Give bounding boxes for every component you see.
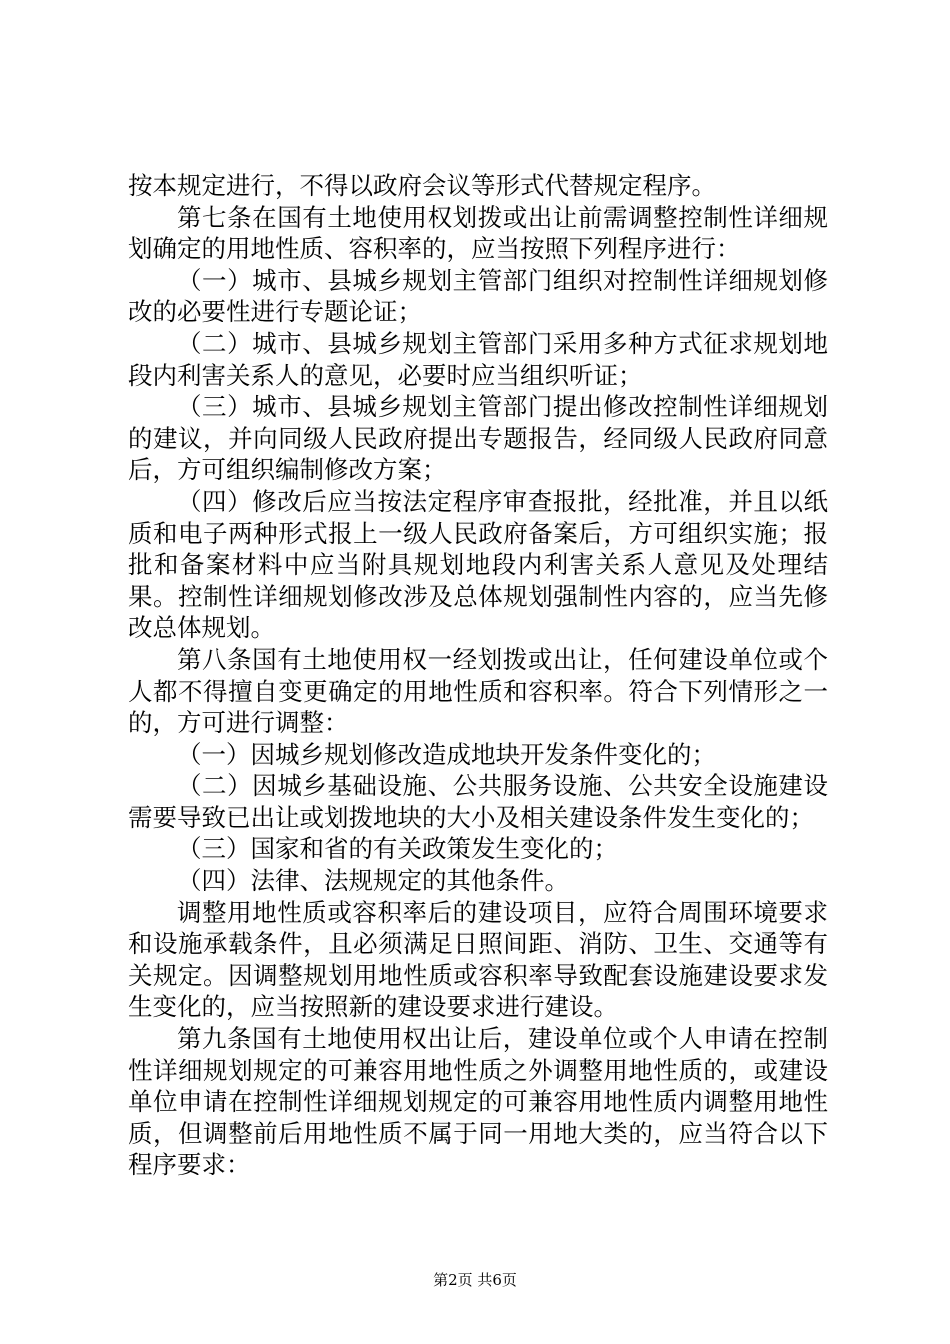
paragraph-article-8: 第八条国有土地使用权一经划拨或出让，任何建设单位或个人都不得擅自变更确定的用地性质和容积率。符合下列情形之一的，方可进行调整： xyxy=(128,644,828,738)
paragraph-article-8-item-3: （三）国家和省的有关政策发生变化的； xyxy=(177,834,618,864)
paragraph-article-7-item-4: （四）修改后应当按法定程序审查报批，经批准，并且以纸质和电子两种形式报上一级人民政府备案后，方可组织实施；报批和备案材料中应当附具规划地段内利害关系人意见及处理结果。控制性详细规划修改涉及总体规划强制性内容的，应当先修改总体规划。 xyxy=(128,486,828,643)
page-footer xyxy=(0,1271,950,1289)
paragraph-article-8-item-4: （四）法律、法规规定的其他条件。 xyxy=(177,866,569,896)
paragraph-article-8-item-1: （一）因城乡规划修改造成地块开发条件变化的； xyxy=(177,739,716,769)
paragraph-article-7-item-3: （三）城市、县城乡规划主管部门提出修改控制性详细规划的建议，并向同级人民政府提出专题报告，经同级人民政府同意后，方可组织编制修改方案； xyxy=(128,392,828,485)
paragraph-article-9: 第九条国有土地使用权出让后，建设单位或个人申请在控制性详细规划规定的可兼容用地性质之外调整用地性质的，或建设单位申请在控制性详细规划规定的可兼容用地性质内调整用地性质，但调整前后用地性质不属于同一用地大类的，应当符合以下程序要求： xyxy=(128,1024,828,1180)
paragraph-article-7-item-1: （一）城市、县城乡规划主管部门组织对控制性详细规划修改的必要性进行专题论证； xyxy=(128,265,828,327)
document-body xyxy=(128,170,828,1181)
paragraph-adjustment-requirements: 调整用地性质或容积率后的建设项目，应符合周围环境要求和设施承载条件，且必须满足日照间距、消防、卫生、交通等有关规定。因调整规划用地性质或容积率导致配套设施建设要求发生变化的，应当按照新的建设要求进行建设。 xyxy=(128,897,828,1022)
paragraph-article-7-item-2: （二）城市、县城乡规划主管部门采用多种方式征求规划地段内利害关系人的意见，必要时应当组织听证； xyxy=(128,328,828,390)
page-number-label: 第2页 共6页 xyxy=(433,1271,517,1289)
paragraph-continuation: 按本规定进行，不得以政府会议等形式代替规定程序。 xyxy=(128,171,716,200)
paragraph-article-8-item-2: （二）因城乡基础设施、公共服务设施、公共安全设施建设需要导致已出让或划拨地块的大小及相关建设条件发生变化的； xyxy=(128,771,828,832)
paragraph-article-7: 第七条在国有土地使用权划拨或出让前需调整控制性详细规划确定的用地性质、容积率的，应当按照下列程序进行： xyxy=(128,202,828,264)
